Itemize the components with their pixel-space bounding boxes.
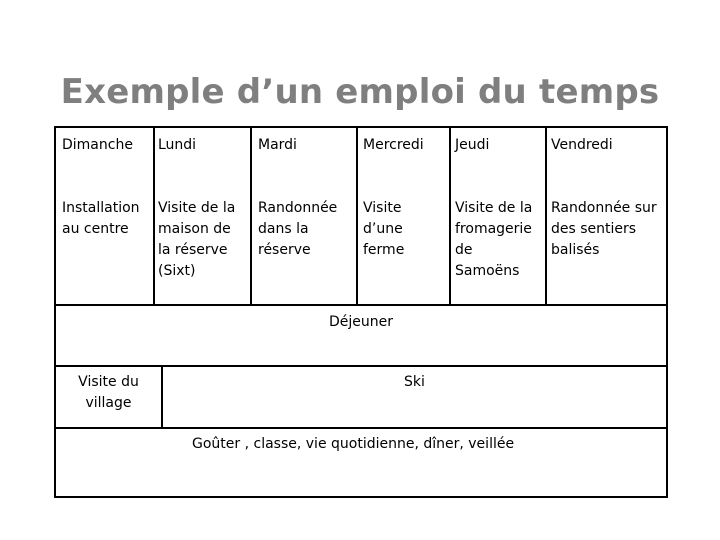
day-header-wednesday: Mercredi (363, 137, 424, 153)
day-header-tuesday: Mardi (258, 137, 297, 153)
afternoon-sunday: Visite du village (78, 374, 139, 411)
lunch-cell: Déjeuner (328, 314, 393, 330)
day-header-monday: Lundi (158, 137, 197, 153)
evening-cell: Goûter , classe, vie quotidienne, dîner, veillée (192, 436, 515, 452)
activity-wednesday: Visite d’une ferme (363, 200, 405, 258)
day-header-friday: Vendredi (551, 137, 613, 153)
activity-friday: Randonnée sur des sentiers balisés (551, 200, 657, 258)
day-header-thursday: Jeudi (455, 137, 490, 153)
activity-sunday: Installation au centre (62, 200, 140, 237)
afternoon-week: Ski (404, 374, 425, 390)
slide-title: Exemple d’un emploi du temps (60, 72, 660, 112)
activity-monday: Visite de la maison de la réserve (Sixt) (158, 200, 236, 279)
day-header-sunday: Dimanche (62, 137, 133, 153)
activity-thursday: Visite de la fromagerie de Samoëns (455, 200, 533, 279)
activity-tuesday: Randonnée dans la réserve (258, 200, 338, 258)
timetable (54, 126, 668, 498)
